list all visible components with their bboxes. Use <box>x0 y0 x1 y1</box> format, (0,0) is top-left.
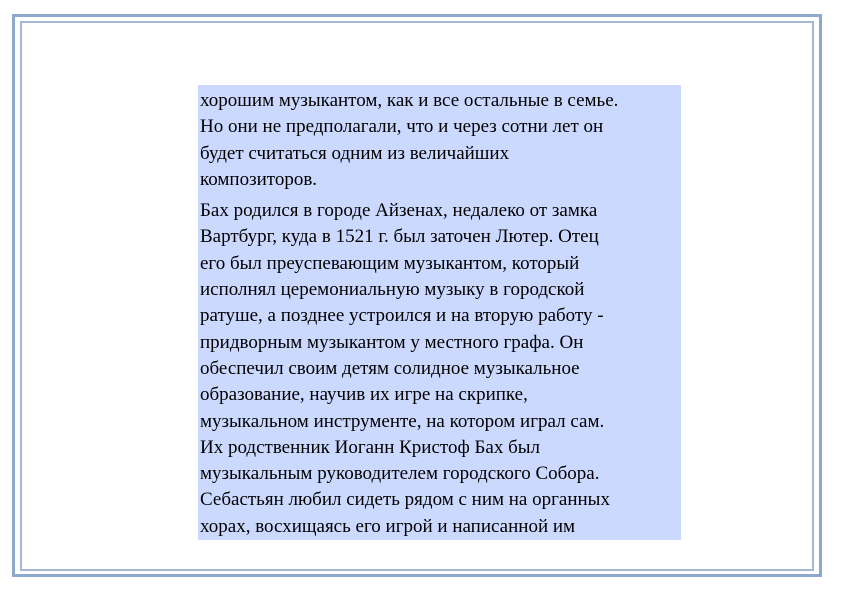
text-line: хорах, восхищаясь его игрой и написанной им <box>200 515 576 537</box>
text-line: Их родственник Иоганн Кристоф Бах был <box>200 436 541 458</box>
text-line: исполнял церемониальную музыку в городской <box>200 279 585 301</box>
paragraph-1 <box>200 88 679 193</box>
text-line: его был преуспевающим музыкантом, который <box>200 252 580 274</box>
text-line: ратуше, а позднее устроился и на вторую работу - <box>200 305 604 327</box>
text-block <box>198 85 681 540</box>
text-line: обеспечил своим детям солидное музыкальное <box>200 357 580 379</box>
paragraph-2 <box>200 198 679 540</box>
text-line: композиторов. <box>200 168 318 190</box>
text-line: хорошим музыкантом, как и все остальные в семье. <box>200 90 619 111</box>
text-line: музыкальном инструменте, на котором играл сам. <box>200 410 605 432</box>
text-line: Но они не предполагали, что и через сотни лет он <box>200 116 604 138</box>
text-line: музыкальным руководителем городского Собора. <box>200 463 600 485</box>
text-line: будет считаться одним из величайших <box>200 142 510 164</box>
text-line: Вартбург, куда в 1521 г. был заточен Лютер. Отец <box>200 226 599 248</box>
text-line: Себастьян любил сидеть рядом с ним на органных <box>200 489 610 511</box>
text-line: Бах родился в городе Айзенах, недалеко от замка <box>200 200 598 222</box>
text-line: придворным музыкантом у местного графа. Он <box>200 331 584 353</box>
text-line: образование, научив их игре на скрипке, <box>200 384 528 406</box>
